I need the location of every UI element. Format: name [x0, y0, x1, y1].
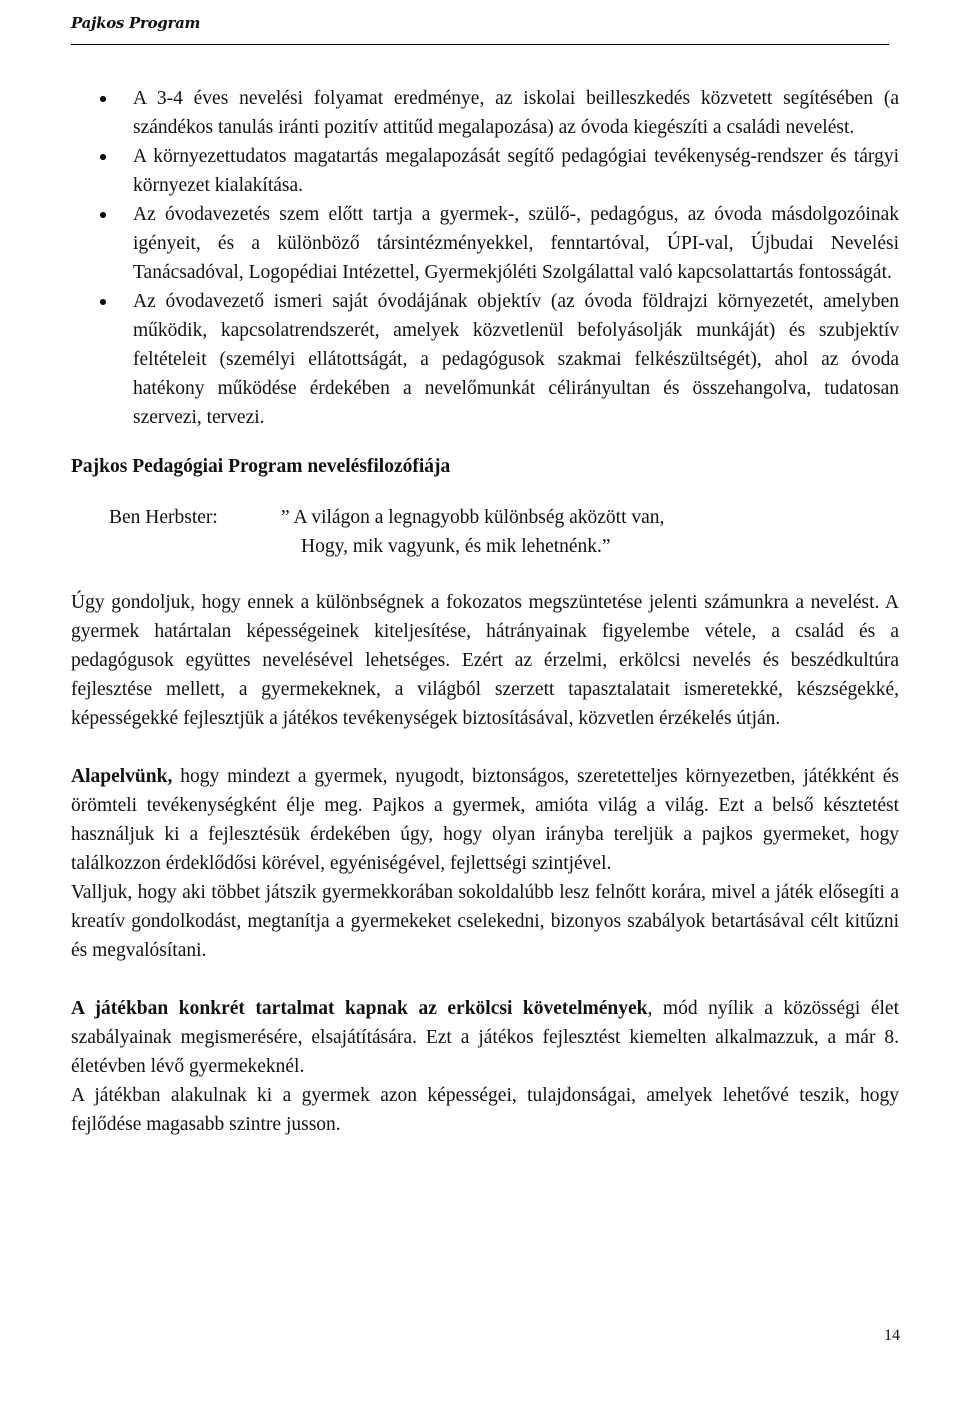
bullet-text: A 3-4 éves nevelési folyamat eredménye, az iskolai beilleszkedés közvetett segítésében (a szándékos tanulás iránti pozitív attitűd megalapozása) az óvoda kiegészíti a családi nevelést.	[133, 88, 899, 138]
section-heading: Pajkos Pedagógiai Program nevelésfilozófiája	[71, 456, 451, 477]
bullet-dot-icon	[100, 96, 106, 102]
header-divider	[71, 44, 889, 45]
principle-lead: Alapelvünk,	[71, 766, 173, 787]
paragraph-moral-requirements	[71, 994, 899, 1081]
paragraph-principle	[71, 762, 899, 878]
quote-block	[71, 503, 899, 561]
bullet-list	[71, 84, 899, 432]
principle-text: hogy mindezt a gyermek, nyugodt, biztonságos, szeretetteljes környezetben, játékként és örömteli tevékenységként élje meg. Pajkos a gyermek, amióta világ a világ. Ezt a belső késztetést használjuk ki a fejlesztésük érdekében úgy, hogy olyan irányba tereljük a pajkos gyermeket, hogy találkozzon érdeklődősi körével, egyéniségével, fejlettségi szintjével.	[71, 766, 899, 874]
quote-text	[261, 503, 664, 561]
paragraph-philosophy: Úgy gondoljuk, hogy ennek a különbségnek a fokozatos megszüntetése jelenti számunkra a nevelést. A gyermek határtalan képességeinek kiteljesítése, hátrányainak figyelembe vétele, a család és a pedagógusok együttes nevelésével lehetséges. Ezért az érzelmi, erkölcsi nevelés és beszédkultúra fejlesztése mellett, a gyermekeknek, a világból szerzett tapasztalatait ismeretekké, készségekké, képességekké fejlesztjük a játékos tevékenységek biztosításával, közvetlen érzékelés útján.	[71, 592, 899, 729]
paragraph-play-belief: Valljuk, hogy aki többet játszik gyermekkorában sokoldalúbb lesz felnőtt korára, mivel a játék elősegíti a kreatív gondolkodást, megtanítja a gyermekeket cselekedni, bizonyos szabályok betartásával célt kitűzni és megvalósítani.	[71, 882, 899, 961]
document-body	[71, 84, 899, 1139]
bullet-item	[71, 287, 899, 432]
bullet-item	[71, 200, 899, 287]
header-title: Pajkos Program	[71, 14, 201, 32]
quote-line-2: Hogy, mik vagyunk, és mik lehetnénk.”	[301, 536, 611, 557]
bullet-dot-icon	[100, 212, 106, 218]
moral-text: , mód nyílik a közösségi élet szabályainak megismerésére, elsajátítására. Ezt a játékos fejlesztést kiemelten alkalmazzuk, a már 8. életévben lévő gyermekeknél.	[71, 998, 899, 1077]
page-number: 14	[884, 1327, 900, 1344]
bullet-item	[71, 84, 899, 142]
quote-line-1: ” A világon a legnagyobb különbség aközött van,	[281, 507, 665, 528]
bullet-text: A környezettudatos magatartás megalapozását segítő pedagógiai tevékenység-rendszer és tárgyi környezet kialakítása.	[133, 146, 899, 196]
bullet-dot-icon	[100, 154, 106, 160]
paragraph-abilities: A játékban alakulnak ki a gyermek azon képességei, tulajdonságai, amelyek lehetővé teszik, hogy fejlődése magasabb szintre jusson.	[71, 1085, 899, 1135]
bullet-item	[71, 142, 899, 200]
quote-author: Ben Herbster:	[109, 507, 218, 528]
bullet-text: Az óvodavezetés szem előtt tartja a gyermek-, szülő-, pedagógus, az óvoda másdolgozóinak igényeit, és a különböző társintézményekkel, fenntartóval, ÚPI-val, Újbudai Nevelési Tanácsadóval, Logopédiai Intézettel, Gyermekjóléti Szolgálattal való kapcsolattartás fontosságát.	[133, 204, 899, 283]
moral-lead: A játékban konkrét tartalmat kapnak az erkölcsi követelmények	[71, 998, 648, 1019]
bullet-dot-icon	[100, 299, 106, 305]
bullet-text: Az óvodavezető ismeri saját óvodájának objektív (az óvoda földrajzi környezetét, amelyben működik, kapcsolatrendszerét, amelyek közvetlenül befolyásolják munkáját) és szubjektív feltételeit (személyi ellátottságát, a pedagógusok szakmai felkészültségét), ahol az óvoda hatékony működése érdekében a nevelőmunkát célirányultan és összehangolva, tudatosan szervezi, tervezi.	[133, 291, 899, 428]
